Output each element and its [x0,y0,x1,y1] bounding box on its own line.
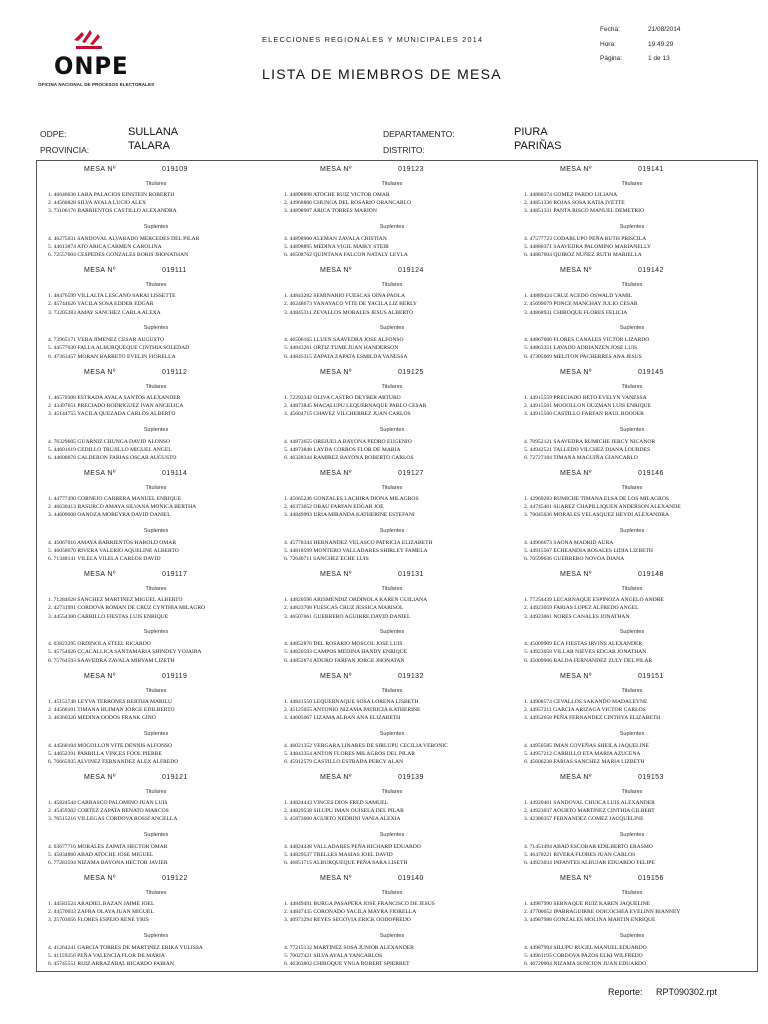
mesa-label: MESA Nº [320,875,352,883]
titular-member: 1. 44920461 SANDOVAL CHUICA LUIS ALEXANDER [524,799,655,806]
titular-member: 2. 46630413 BASURCO AMAYA SILVANA MONICA BERTHA [48,504,197,511]
mesa-block [512,873,752,974]
mesa-label: MESA Nº [560,267,592,275]
suplente-member: 6. 46720004 NIZAMA SUNCION JUAN EDUARDO [524,961,647,968]
mesa-label: MESA Nº [320,571,352,579]
titular-member: 2. 44823708 FUESCAS CRUZ JESSICA MARISOL [284,605,404,612]
mesa-label: MESA Nº [560,571,592,579]
mesa-number: 019121 [162,773,188,781]
suplentes-heading: Suplentes [619,426,645,433]
titular-member: 2. 44745461 SUAREZ CHAPILLIQUEN ANDERSON ALEXANDE [524,504,681,511]
suplentes-heading: Suplentes [143,426,169,433]
mesa-label: MESA Nº [84,571,116,579]
meta-time-label: Hora: [600,40,616,48]
suplentes-heading: Suplentes [143,933,169,940]
suplentes-heading: Suplentes [379,426,405,433]
suplente-member: 4. 77215132 MARTINEZ SOSA JUNIOR ALEXANDER [284,945,414,952]
suplente-member: 6. 46363802 CHIROQUE YNGA ROBERT SPIERRET [284,961,410,968]
titulares-heading: Titulares [145,687,167,694]
suplente-member: 4. 45778344 HERNANDEZ VELASCO PATRICIA ELIZABETH [284,539,433,546]
titular-member: 1. 44849491 BURGA PASAPERA JOSE FRANCISCO DE JESUS [284,901,435,908]
titular-member: 2. 44957211 GARCIA ARIZAGA VICTOR CARLOS [524,706,646,713]
titulares-heading: Titulares [621,181,643,187]
suplente-member: 4. 03677716 MORALES ZAPATA HECTOR OMAR [48,843,168,850]
titular-member: 1. 45153748 LEYVA TERRONES BERTHA MARILU [48,698,173,705]
mesa-block [272,569,512,670]
suplentes-heading: Suplentes [143,730,169,737]
mesa-block [272,873,512,974]
suplente-member: 5. 44829537 TRELLES MASIAS JOEL DAVID [284,851,393,858]
mesa-number: 019132 [398,672,424,680]
suplente-member: 4. 44824438 VALLADARES PEÑA RICHARD EDUARDO [284,843,421,850]
suplente-member: 5. 44880371 SAAVEDRA PALOMINO MARIANELLY [524,244,652,251]
titular-member: 1. 44843282 SEMINARIO FUESCAS OINA PAOLA [284,293,406,300]
meta-page [600,55,750,70]
suplentes-heading: Suplentes [379,730,405,737]
mesa-block [36,164,276,265]
mesa-block [272,164,512,265]
suplente-member: 6. 47363457 MORAN BARRETO EVELIN FIORELLA [48,353,176,360]
titular-member: 1. 44889424 CRUZ ACEDO OSWALD YAMIL [524,293,633,300]
titulares-heading: Titulares [145,181,167,187]
titulares-heading: Titulares [381,586,403,593]
suplente-member: 4. 44966673 SAONA MADRID AURA [524,539,614,546]
suplentes-heading: Suplentes [379,325,405,332]
titular-member: 1. 44777490 CORNEJO CABRERA MANUEL ENRIQUE [48,495,182,502]
titular-member: 1. 44908574 CEVALLOS SAKANDO MADALEYNE [524,698,648,705]
suplente-member: 6. 46851715 ALBURQUEQUE PEÑA SARA LISETH [284,860,408,867]
titular-member: 2. 44873845 MACALUPU LEQUERNAQUE PABLO CESAR [284,402,427,409]
suplente-member: 4. 45009909 ECA FIESTAS IRVINS ALEXANDER [524,641,643,648]
titular-member: 1. 71284628 SANCHEZ MARTINEZ MIGUEL ALBERTO [48,597,183,604]
departamento-label: DEPARTAMENTO: [383,129,455,139]
suplente-member: 5. 44961195 CORDOVA PAZOS ELKI WILFREDO [524,953,643,960]
mesa-label: MESA Nº [84,469,116,477]
mesa-number: 019141 [638,166,664,173]
mesa-label: MESA Nº [560,773,592,781]
titulares-heading: Titulares [381,484,403,491]
mesa-label: MESA Nº [320,469,352,477]
titular-member: 2. 43497651 PRECIADO RODRIGUEZ IVAN ANGELICA [48,402,184,409]
mesa-block [36,873,276,974]
titular-member: 1. 72293342 OLIVA CASTRO DEYBER ARTURO [284,394,401,401]
meta-date-label: Fecha: [600,26,620,33]
titular-member: 3. 45144755 YACILA QUEZADA CARLOS ALBERTO [48,410,176,417]
titular-member: 3. 44554300 CARRILLO FIESTAS LUIS ENRIQUE [48,613,169,620]
suplente-member: 4. 44987994 SILUPU RUGEL MANUEL EDUARDO [524,945,647,952]
titular-member: 3. 44849993 URIA MIRANDA KATHERINE ESTEFANI [284,512,415,519]
mesa-number: 019112 [162,368,188,376]
meta-page-label: Página: [600,55,623,62]
titular-member: 1. 42969283 RUMICHE TIMANA ELSA DE LOS MILAGROS [524,495,670,502]
suplente-member: 6. 44600078 CALDERON FARIAS OSCAR AUGUSTO [48,454,177,461]
titular-member: 3. 73106176 BARRIENTOS CASTILLO ALEXANDRA [48,208,177,215]
suplente-member: 4. 44867606 FLORES CANALES VICTOR LIZARDO [524,337,650,344]
distrito-label: DISTRITO: [383,145,425,155]
suplentes-heading: Suplentes [619,224,645,230]
suplente-member: 5. 44820593 CAMPOS MEDINA HANDY ENRIQUE [284,649,408,656]
mesa-block [272,772,512,873]
titular-member: 1. 44824443 VINCES DIOS FRED SAMUEL [284,799,389,806]
titular-member: 1. 44898898 ATOCHE RUIZ VICTOR OMAR [284,192,390,198]
suplente-member: 5. 44652391 PARRILLA VINCES FOOL PIERRE [48,750,162,757]
mesa-label: MESA Nº [320,267,352,275]
titular-member: 2. 45125055 ANTONIO NIZAMA PATRICIA KATHERINE [284,706,421,713]
titular-member: 2. 44923059 FARIAS LOPEZ ALFREDO ANGEL [524,605,639,612]
titular-member: 1. 77254439 LECARNAQUE ESPINOZA ANGELO ANDRE [524,597,664,604]
titular-member: 2. 44829538 SILUPU IMAN OUISELA DEL PILAR [284,807,404,814]
titular-member: 3. 44868931 CHIROQUE FLORES FELICIA [524,309,628,316]
suplente-member: 4. 46506165 LLUEN SAAVEDRA JOSE ALFONSO [284,337,404,344]
titulares-heading: Titulares [621,484,643,491]
titular-member: 3. 70045036 MORALES VELASQUEZ HEYDI ALEXANDRA [524,512,670,519]
mesa-block [512,468,752,569]
provincia-label: PROVINCIA: [40,145,90,155]
report-meta [600,26,750,70]
suplente-member: 4. 46021352 VERGARA LINARES DE SIRLUPU CECILIA VERONIC [284,742,448,749]
mesa-label: MESA Nº [320,672,352,680]
titular-member: 2. 44570033 ZAFRA OLAYA JUAN MIGUEL [48,909,154,916]
mesa-label: MESA Nº [320,368,352,376]
mesa-label: MESA Nº [84,773,116,781]
mesa-block [272,671,512,772]
suplentes-heading: Suplentes [619,527,645,534]
titular-member: 2. 44560101 TIMANA HUIMAN JORGE EDILBERTO [48,706,175,713]
mesa-number: 019153 [638,773,664,781]
mesa-block [512,772,752,873]
mesa-number: 019148 [638,571,664,579]
mesa-block [512,164,752,265]
suplente-member: 6. 45745551 RUIZ ARRAZABAL RICARDO FABIAN [48,961,174,968]
mesa-block [272,265,512,366]
mesa-label: MESA Nº [560,672,592,680]
titulares-heading: Titulares [381,788,403,795]
mesa-number: 019114 [162,469,188,477]
suplente-member: 4. 03823295 ORDINOLA STEEL RICARDO [48,641,151,648]
titular-member: 3. 44605067 LIZAMA ALBAN ANA ELIZABETH [284,714,401,721]
suplente-member: 5. 44923058 VILLAR NIEVES EDGAR JONATHAN [524,649,647,656]
mesa-number: 019111 [162,267,187,275]
mesa-label: MESA Nº [84,166,116,173]
titular-member: 3. 44923061 NORES CANALES JONATHAN [524,613,630,620]
mesa-block [512,569,752,670]
suplentes-heading: Suplentes [143,831,169,838]
suplentes-heading: Suplentes [379,933,405,940]
titular-member: 3. 40973294 REYES SEGOVIA ERICK OODOPREDO [284,917,411,924]
titular-member: 2. 44847435 CORONADO YACILA MAYRA FIORELLA [284,909,417,916]
mesa-label: MESA Nº [560,368,592,376]
mesa-block [512,671,752,772]
suplente-member: 4. 45067016 AMAYA BARRIENTOS HAROLD OMAR [48,539,177,546]
titular-member: 1. 44987990 SERNAQUE RUIZ KAREN JAQUELINE [524,901,651,908]
mesa-number: 019139 [398,773,424,781]
meta-date-value: 21/08/2014 [648,26,681,33]
meta-date [600,26,750,41]
suplente-member: 5. 44577030 FALLA ALBURQUEQUE CINTHIA SOLEDAD [48,345,190,352]
titular-member: 2. 44923037 AOURTO MARTINEZ CINTHIA GILBERT [524,807,655,814]
titulares-heading: Titulares [621,383,643,390]
titular-member: 2. 44968806 CHUNGA DEL ROSARIO ORANCARLO [284,200,412,207]
odpe-value: SULLANA [128,126,179,138]
titulares-heading: Titulares [381,890,403,897]
distrito-value: PARIÑAS [514,140,562,152]
titular-member: 3. 44609008 OANOZA MOREYRA DAVID DANIEL [48,512,171,519]
titular-member: 1. 46570308 ESTRADA AYALA SANTOS ALEXANDER [48,394,181,401]
provincia-value: TALARA [128,140,170,152]
titular-member: 2. 44851336 ROJAS SOSA KATIA IVETTE [524,200,625,207]
titular-member: 2. 45459302 CORTEZ ZAPATA RENATO MARCOS [48,807,169,814]
suplente-member: 6. 47305669 MELITON PACHERRES ANA JESUS [524,353,642,360]
suplente-member: 5. 44942521 TALLEDO VILCHEZ DIANA LOURDES [524,446,651,453]
mesa-block [512,265,752,366]
suplente-member: 6. 44923034 INFANTES ALBUJAR EDUARDO FELIPE [524,860,655,867]
titular-member: 1. 44880374 GOMEZ PARDO LILIANA [524,192,618,198]
suplentes-heading: Suplentes [619,730,645,737]
titular-member: 3. 46507061 GUERRERO AGUIRRE DAVID DANIEL [284,613,411,620]
mesa-block [36,468,276,569]
titular-member: 3. 25703056 FLORES ESPEJO RENE YRIS [48,917,149,924]
mesa-label: MESA Nº [560,469,592,477]
mesa-block [512,367,752,468]
mesa-label: MESA Nº [560,875,592,883]
suplentes-heading: Suplentes [143,325,169,332]
mesa-block [36,569,276,670]
suplentes-heading: Suplentes [143,629,169,636]
suplentes-heading: Suplentes [379,831,405,838]
suplentes-heading: Suplentes [379,527,405,534]
meta-time-value: 19:49:29 [648,40,674,48]
suplente-member: 6. 75764593 SAAVEDRA ZAVALA MIRYAM LIZETH [48,657,175,664]
footer-value: RPT090302.rpt [656,987,718,997]
suplente-member: 6. 45009906 BALDA FERNANDEZ ZULY DEL PILAR [524,657,653,664]
mesa-number: 019145 [638,368,664,376]
suplente-member: 6. 72557004 CESPEDES GONZALES BORIS JHONATHAN [48,252,189,259]
titular-member: 2. 46248673 YANAYACO VITE DE YACILA LIZ BERLY [284,301,417,308]
titulares-heading: Titulares [621,586,643,593]
suplentes-heading: Suplentes [143,224,169,230]
titulares-heading: Titulares [381,383,403,390]
suplente-member: 5. 44898895 MEDINA VIGIL MAIKY STEIR [284,244,389,251]
suplente-member: 4. 41264241 GARCIA TORRES DE MARTINEZ ERIKA YULISSA [48,945,203,952]
suplentes-heading: Suplentes [143,527,169,534]
mesa-number: 019142 [638,267,664,275]
suplente-member: 5. 44863351 LAVADO ADRIANZEN JOSE LUIS [524,345,638,352]
titular-member: 3. 73205283 AMAY SANCHEZ CARLA ALEXA [48,309,161,316]
mesa-number: 019109 [162,166,188,173]
suplente-member: 4. 44560104 MOGOLLON VITE DENNIS ALFONSO [48,742,173,749]
mesa-number: 019122 [162,875,188,883]
titulares-heading: Titulares [381,282,403,289]
page-title: LISTA DE MIEMBROS DE MESA [262,66,502,82]
titulares-heading: Titulares [381,687,403,694]
suplente-member: 5. 45754026 CCACALLICA SANTAMARIA SHINDEY YOJAIRA [48,649,202,656]
titulares-heading: Titulares [621,282,643,289]
election-name: ELECCIONES REGIONALES Y MUNICIPALES 2014 [262,35,484,44]
mesa-label: MESA Nº [84,672,116,680]
mesa-number: 019117 [162,571,188,579]
suplente-member: 5. 44601619 CEDILLO TRUJILLO MIGUEL ANGEL [48,446,172,453]
titular-member: 3. 44915560 CASTILLO FARFAN RAUL ROOOER [524,410,644,417]
suplente-member: 6. 71348141 VILELA VILELA CARLOS DAVID [48,556,161,563]
suplente-member: 5. 45834860 ABAD ATOCHE JOSE MIGUEL [48,851,154,858]
mesa-label: MESA Nº [320,773,352,781]
suplente-member: 4. 47577723 CODARLUPO PEÑA RUTH PRISCILA [524,236,647,242]
suplentes-heading: Suplentes [619,325,645,332]
titular-member: 3. 45604715 CHAVEZ VILCHERREZ JUAN CARLOS [284,410,411,417]
footer-label: Reporte: [608,987,643,997]
suplente-member: 6. 45606238 FARIAS SANCHEZ MARIA LIZBETH [524,758,645,765]
mesa-number: 019131 [398,571,424,579]
suplente-member: 4. 76329605 GUARNIZ CHUNGA DAVID ALONSO [48,438,171,445]
suplentes-heading: Suplentes [379,224,405,230]
titular-member: 3. 44851331 PANTA RISCO MANUEL DEMETRIO [524,208,645,215]
titulares-heading: Titulares [145,383,167,390]
titular-member: 3. 44987988 GONZALES MOLINA MARTIN ENRIQUE [524,917,656,924]
mesa-block [272,367,512,468]
suplente-member: 5. 44915567 ECHEANDIA ROSALES LIDIA LIZBETH [524,548,653,555]
titular-member: 2. 45699079 PONCE MANCHAY JULIO CESAR [524,301,638,308]
titular-member: 3. 76515216 VILLEGAS CORDOVA ROSSI ANGELLA [48,816,178,823]
titular-member: 1. 45665246 GONZALES LACHIRA DIONA MILAGROS [284,495,419,502]
titulares-heading: Titulares [621,890,643,897]
suplente-member: 6. 76665935 ALVINEZ FERNANDEZ ALEX ALFREDO [48,758,179,765]
mesa-block [272,468,512,569]
mesa-label: MESA Nº [84,875,116,883]
titular-member: 3. 45873660 AGURTO NEDRINI VANIA ALEXIA [284,816,401,823]
mesa-number: 019125 [398,368,424,376]
mesa-number: 019156 [638,875,664,883]
mesa-label: MESA Nº [84,368,116,376]
suplente-member: 6. 46508762 QUINTANA FALCON NATALY LEYLA [284,252,408,259]
suplentes-heading: Suplentes [379,629,405,636]
suplente-member: 4. 44950585 IMAN COVEÑAS SHEILA JAQUELINE [524,742,649,749]
suplente-member: 5. 46470221 RIVERA FLORES JUAN CARLOS [524,851,636,858]
suplentes-heading: Suplentes [619,629,645,636]
titular-member: 1. 44915559 PRECIADO RETO EVELYN VANESSA [524,394,647,401]
suplente-member: 4. 44873655 OREJUELA BAYONA PEDRO EUGENIO [284,438,412,445]
suplente-member: 4. 44852876 DEL ROSARIO MOSCOL JOSE LUIS [284,641,403,648]
meta-time [600,41,750,56]
titular-member: 1. 44841550 LEQUERNAQUE SOSA LORENA LISBETH [284,698,419,705]
suplente-member: 6. 72640711 SANCHEZ ECHE LUIS [284,556,369,563]
suplente-member: 4. 46275031 SANDOVAL ALVARADO MERCEDES DEL PILAR [48,236,200,242]
titular-member: 1. 48476599 VILLALTA LESCANO SARAI LISSETTE [48,293,176,300]
titulares-heading: Titulares [145,890,167,897]
suplentes-heading: Suplentes [619,933,645,940]
suplente-member: 5. 44818599 MONTERO VALLADARES SHIRLEY FAMELA [284,548,428,555]
suplente-member: 6. 70599636 GUERRERO NOVOA DIANA [524,556,625,563]
suplente-member: 6. 72727184 TIMANA MAGUIÑA GIANCARLO [524,454,638,461]
titular-member: 1. 46646036 LARA PALACIOS EINSTEIN ROBERTH [48,192,175,198]
titular-member: 2. 45744626 YACILA SOSA EDDER EDGAR [48,301,154,308]
titular-member: 3. 42380357 FERNANDEZ GOMEZ JACQUELINE [524,816,644,823]
titulares-heading: Titulares [145,788,167,795]
mesa-label: MESA Nº [560,166,592,173]
titulares-heading: Titulares [145,586,167,593]
suplente-member: 6. 44845315 ZAPATA ZAPATA ESMILDA VANESSA [284,353,408,360]
mesa-number: 019119 [162,672,188,680]
logo-wordmark: ONPE [54,52,129,80]
odpe-label: ODPE: [40,129,67,139]
suplente-member: 4. 71451494 ABAD ESCOBAR EDILBERTO ERASMO [524,843,653,850]
suplente-member: 5. 44843261 ORTIZ TUME JUAN HANDERSON [284,345,399,352]
suplente-member: 6. 44887604 QUIROZ NUÑEZ RUTH MARIELLA [524,252,642,259]
titular-member: 1. 44583524 ARADIEL BAZAN JAIME JOEL [48,901,155,908]
titular-member: 2. 44560828 SILVA AYALA LUCIO ALEX [48,200,147,207]
mesa-number: 019146 [638,469,664,477]
titular-member: 2. 42731991 CORDOVA ROMAN DE CRUZ CYNTHIA MILAGRO [48,605,206,612]
suplente-member: 6. 45912579 CASTILLO ESTRADA PERCY ALAN [284,758,404,765]
mesa-number: 019140 [398,875,424,883]
suplente-member: 4. 73965171 VERA JIMENEZ CESAR AUGUSTO [48,337,165,344]
mesa-label: MESA Nº [84,267,116,275]
mesa-label: MESA Nº [320,166,352,173]
titular-member: 3. 44898907 ARICA TORRES MARION [284,208,377,215]
suplente-member: 4. 70952121 SAAVEDRA RUMICHE JERCY NICANOR [524,438,656,445]
suplente-member: 5. 44873848 LAYDA CORROS FLOR DE MARIA [284,446,401,453]
suplente-member: 5. 44843354 ANTON FLORES MILAGROS DEL PILAR [284,750,415,757]
titular-member: 2. 44915561 MOOOLLON OUZMAN LUIS ENRIQUE [524,402,652,409]
titular-member: 2. 46373652 OBAU FARFAN EDGAR JOE [284,504,384,511]
titulares-heading: Titulares [145,484,167,491]
titulares-heading: Titulares [381,181,403,187]
suplentes-heading: Suplentes [619,831,645,838]
mesa-number: 019127 [398,469,424,477]
meta-page-value: 1 de 13 [648,55,670,62]
mesa-block [36,367,276,468]
suplente-member: 5. 70027421 SILVA AYALA YANCARLOS [284,953,383,960]
mesa-number: 019124 [398,267,424,275]
titulares-heading: Titulares [621,687,643,694]
suplente-member: 5. 41159256 PEÑA VALENCIA FLOR DE MARIA [48,953,165,960]
mesa-block [36,265,276,366]
titular-member: 1. 45824544 CARRASCO PALOMINO JUAN LUIS [48,799,168,806]
titular-member: 3. 44845311 ZEVALLOS MORALES JESUS ALBERTO [284,309,414,316]
mesa-block [36,671,276,772]
titular-member: 1. 44820596 ARISMENDIZ ORDINOLA KAREN GUILIANA [284,597,428,604]
suplente-member: 6. 46328344 RAMIREZ BAYONA ROBERTO CARLOS [284,454,414,461]
titular-member: 3. 46360320 MEDINA OODOS FRANK GINO [48,714,156,721]
logo-subtitle: OFICINA NACIONAL DE PROCESOS ELECTORALES [38,82,155,87]
suplente-member: 6. 44852874 ADURO FARFAN JORGE JHONATAN [284,657,405,664]
titular-member: 2. 47700052 IPARRAGUIRRE OOICOCHEA EVELINN BIANNEY [524,909,681,916]
suplente-member: 5. 44613874 ATO ARICA CARMEN CAROLINA [48,244,162,251]
mesa-number: 019123 [398,166,424,173]
mesa-block [36,772,276,873]
titulares-heading: Titulares [145,282,167,289]
suplente-member: 5. 46058670 RIVERA VALERIO AQUELINE ALBERTO [48,548,179,555]
suplente-member: 6. 77283594 NIZAMA BAYONA HECTOR JAVIER [48,860,168,867]
departamento-value: PIURA [514,126,548,138]
titulares-heading: Titulares [621,788,643,795]
titular-member: 3. 44952658 PEÑA FERNANDEZ CINTHYA ELIZABETH [524,714,661,721]
suplente-member: 5. 44957212 CARRILLO ETA MARIA AZUCENA [524,750,641,757]
suplente-member: 4. 44898900 ALEMAN ZAVALA CRISTIAN [284,236,387,242]
mesa-number: 019151 [638,672,664,680]
